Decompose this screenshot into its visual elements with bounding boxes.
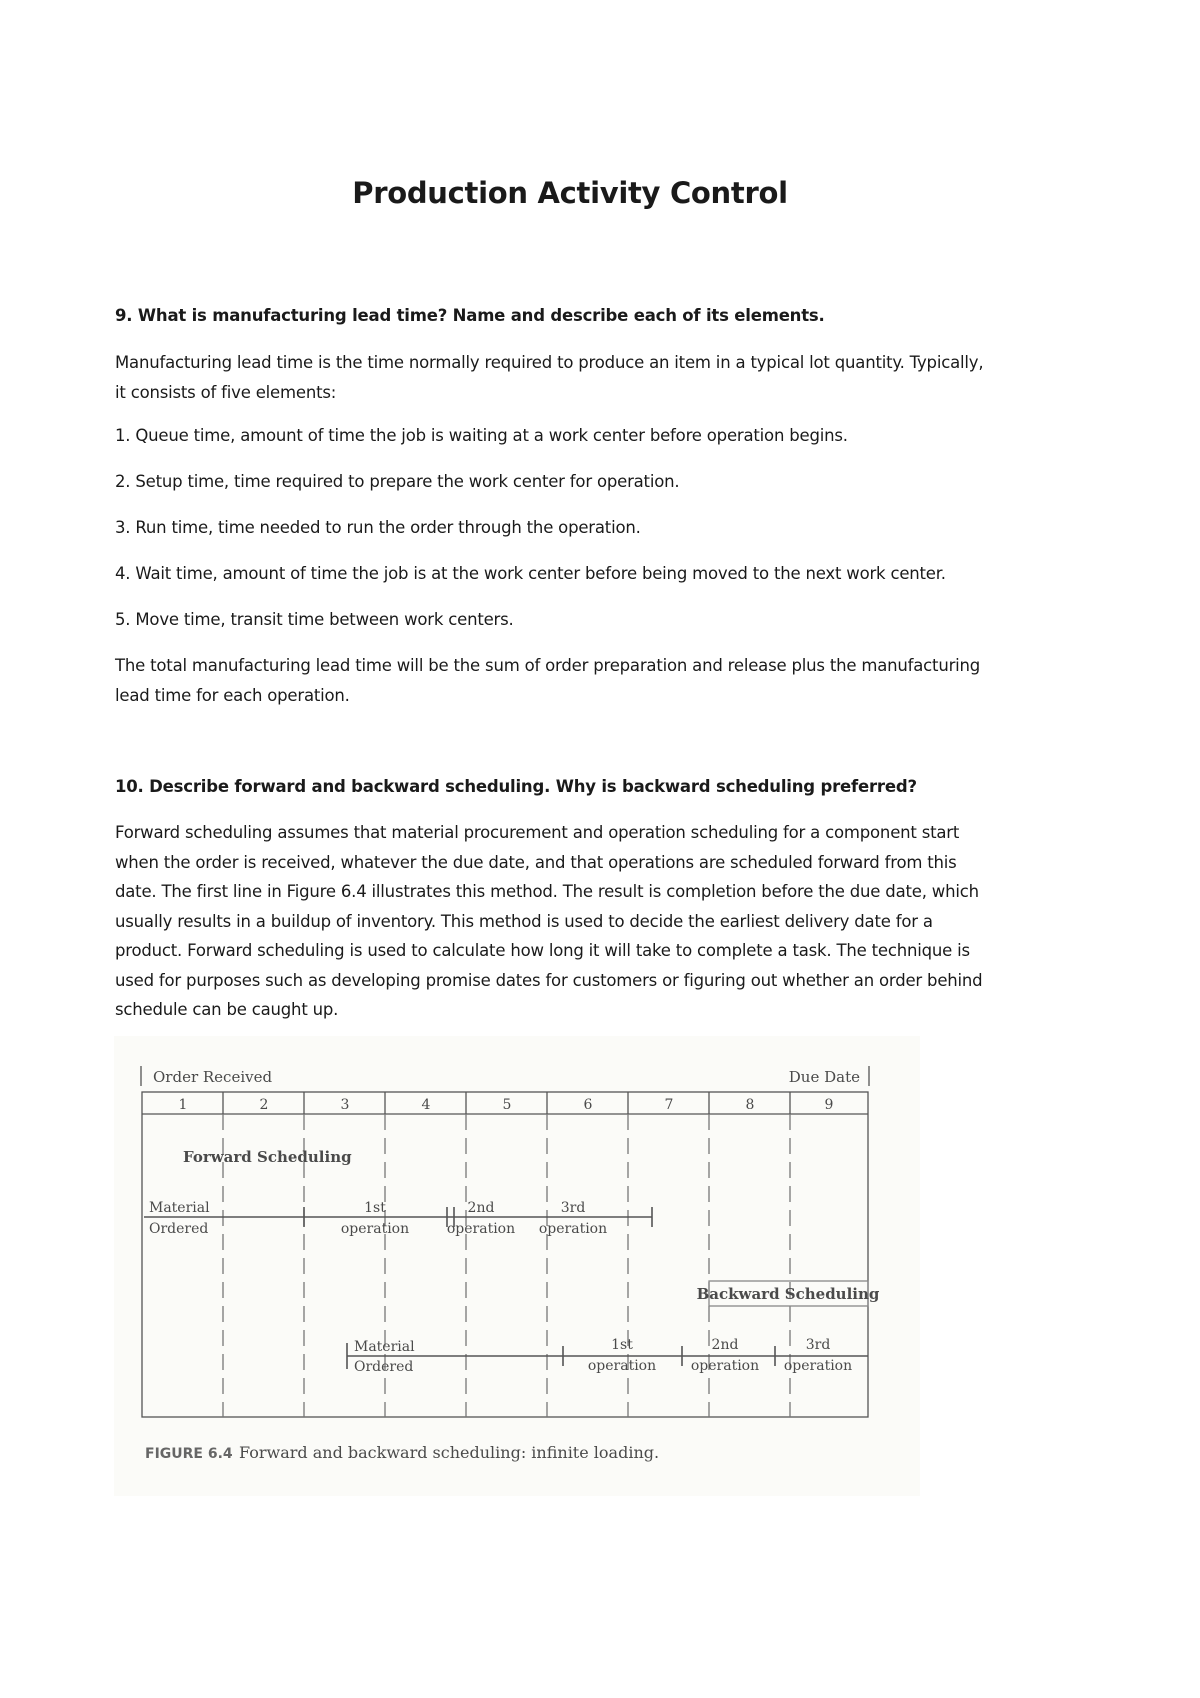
question-10: 10. Describe forward and backward scheduling. Why is backward scheduling preferred? bbox=[115, 777, 917, 796]
backward-op1-label: 1st bbox=[611, 1337, 633, 1353]
q10-line: Forward scheduling assumes that material procurement and operation scheduling for a component start bbox=[115, 823, 960, 842]
q9-summary-line: lead time for each operation. bbox=[115, 685, 350, 705]
q10-line: used for purposes such as developing promise dates for customers or figuring out whether an order behind bbox=[115, 970, 983, 990]
q9-summary-line: The total manufacturing lead time will be the sum of order preparation and release plus the manufacturing bbox=[115, 656, 981, 675]
column-number: 6 bbox=[583, 1097, 593, 1113]
order-received-label: Order Received bbox=[153, 1068, 273, 1086]
q9-intro-line: Manufacturing lead time is the time normally required to produce an item in a typical lot quantity. Typically, bbox=[115, 353, 984, 372]
column-number: 4 bbox=[421, 1097, 431, 1113]
list-item: 2. Setup time, time required to prepare the work center for operation. bbox=[115, 472, 680, 491]
backward-material-label: Material bbox=[354, 1339, 415, 1355]
figure-caption-label: FIGURE 6.4 bbox=[145, 1446, 233, 1462]
list-item: 1. Queue time, amount of time the job is waiting at a work center before operation begins. bbox=[115, 426, 848, 445]
backward-ordered-label: Ordered bbox=[354, 1359, 414, 1375]
scheduling-figure bbox=[114, 1036, 920, 1496]
forward-scheduling-label: Forward Scheduling bbox=[183, 1148, 352, 1166]
figure-caption-text: Forward and backward scheduling: infinite loading. bbox=[239, 1443, 660, 1462]
forward-op2-label: 2nd bbox=[467, 1200, 495, 1216]
q10-line: product. Forward scheduling is used to calculate how long it will take to complete a task. The technique is bbox=[115, 941, 970, 960]
list-item: 5. Move time, transit time between work centers. bbox=[115, 610, 514, 629]
due-date-label: Due Date bbox=[788, 1068, 860, 1086]
q9-intro-line: it consists of five elements: bbox=[115, 382, 337, 402]
q9-intro bbox=[115, 348, 1095, 407]
column-number: 9 bbox=[824, 1097, 834, 1113]
q10-line: date. The first line in Figure 6.4 illustrates this method. The result is completion before the due date, which bbox=[115, 882, 979, 901]
list-item: 3. Run time, time needed to run the order through the operation. bbox=[115, 518, 641, 537]
column-number: 1 bbox=[178, 1097, 188, 1113]
forward-material-label: Material bbox=[149, 1200, 210, 1216]
column-number: 3 bbox=[340, 1097, 350, 1113]
backward-op1-operation: operation bbox=[587, 1358, 657, 1374]
column-number: 7 bbox=[664, 1097, 674, 1113]
list-item: 4. Wait time, amount of time the job is at the work center before being moved to the next work center. bbox=[115, 564, 946, 583]
page-title: Production Activity Control bbox=[352, 176, 788, 210]
q10-line: schedule can be caught up. bbox=[115, 1000, 339, 1019]
forward-op3-label: 3rd bbox=[560, 1200, 586, 1216]
forward-op3-operation: operation bbox=[538, 1221, 608, 1237]
forward-op1-operation: operation bbox=[340, 1221, 410, 1237]
q10-line: usually results in a buildup of inventory. This method is used to decide the earliest delivery date for a bbox=[115, 911, 933, 931]
q9-summary bbox=[115, 651, 1095, 710]
column-numbers bbox=[179, 1097, 834, 1113]
q10-answer bbox=[115, 818, 1095, 1025]
column-number: 8 bbox=[745, 1097, 755, 1113]
question-9: 9. What is manufacturing lead time? Name and describe each of its elements. bbox=[115, 306, 825, 325]
column-number: 5 bbox=[502, 1097, 512, 1113]
backward-op2-label: 2nd bbox=[711, 1337, 739, 1353]
column-number: 2 bbox=[259, 1097, 269, 1113]
backward-op3-label: 3rd bbox=[805, 1337, 831, 1353]
scheduling-diagram bbox=[114, 1036, 920, 1496]
forward-op1-label: 1st bbox=[364, 1200, 386, 1216]
backward-op2-operation: operation bbox=[690, 1358, 760, 1374]
backward-scheduling-label: Backward Scheduling bbox=[696, 1285, 880, 1303]
backward-op3-operation: operation bbox=[783, 1358, 853, 1374]
q10-line: when the order is received, whatever the due date, and that operations are scheduled forward from this bbox=[115, 852, 957, 872]
forward-ordered-label: Ordered bbox=[149, 1221, 209, 1237]
forward-op2-operation: operation bbox=[446, 1221, 516, 1237]
